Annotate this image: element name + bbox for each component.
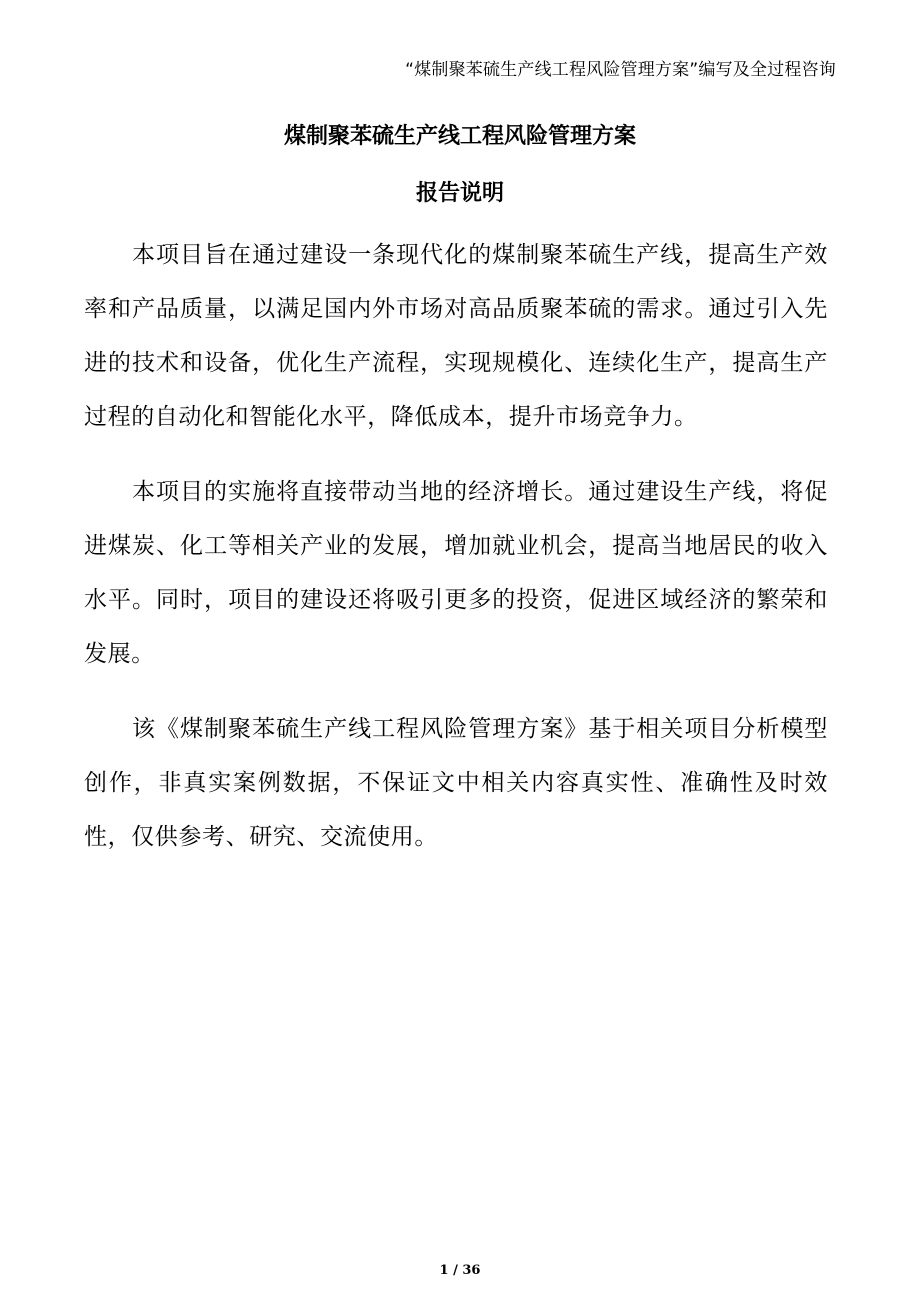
paragraph-disclaimer: 该《煤制聚苯硫生产线工程风险管理方案》基于相关项目分析模型创作，非真实案例数据，不保证文中相关内容真实性、准确性及时效性，仅供参考、研究、交流使用。 bbox=[84, 716, 828, 850]
running-header: “煤制聚苯硫生产线工程风险管理方案”编写及全过程咨询 bbox=[405, 60, 836, 80]
section-title: 报告说明 bbox=[415, 181, 504, 206]
paragraph-economic-impact: 本项目的实施将直接带动当地的经济增长。通过建设生产线，将促进煤炭、化工等相关产业的发展，增加就业机会，提高当地居民的收入水平。同时，项目的建设还将吸引更多的投资，促进区域经济的繁荣和发展。 bbox=[84, 479, 828, 667]
body-text bbox=[84, 228, 828, 885]
document-title: 煤制聚苯硫生产线工程风险管理方案 bbox=[283, 124, 636, 149]
paragraph-project-goal: 本项目旨在通过建设一条现代化的煤制聚苯硫生产线，提高生产效率和产品质量，以满足国内外市场对高品质聚苯硫的需求。通过引入先进的技术和设备，优化生产流程，实现规模化、连续化生产，提高生产过程的自动化和智能化水平，降低成本，提升市场竞争力。 bbox=[84, 242, 828, 430]
page-number: 1 / 36 bbox=[439, 1263, 481, 1278]
